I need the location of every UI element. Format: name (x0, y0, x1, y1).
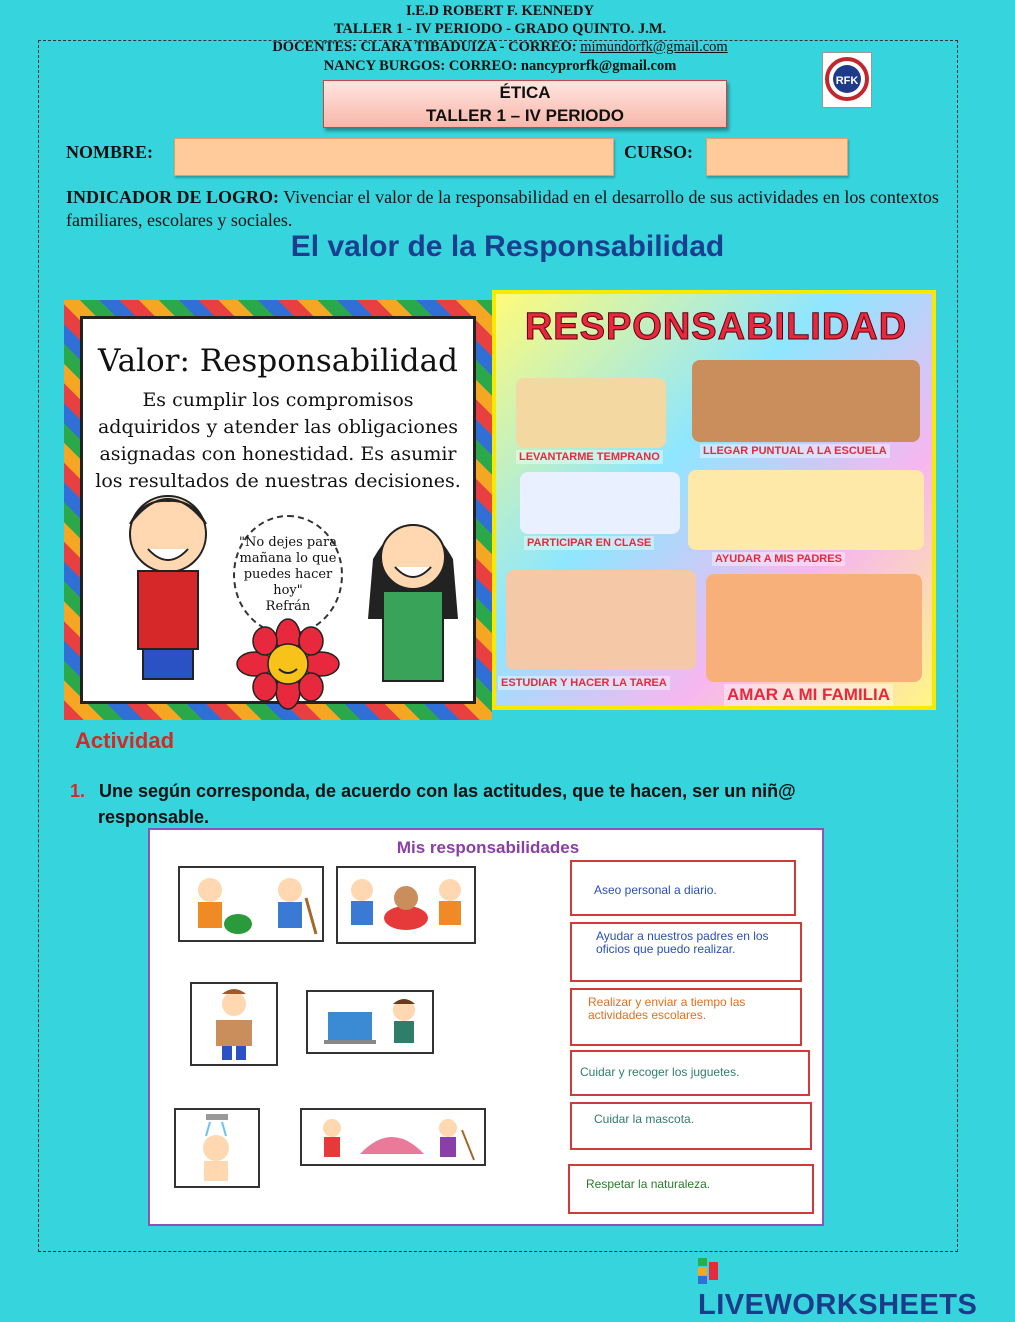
quote-circle (233, 515, 343, 635)
scene-class (520, 472, 680, 534)
poster-left-body: Es cumplir los compromisos adquiridos y atender las obligaciones asignadas con honestidad. Es asumir los resultados de nuestras decisiones. (95, 389, 461, 492)
question-1 (70, 778, 890, 830)
caption-llegar-puntual: LLEGAR PUNTUAL A LA ESCUELA (700, 444, 890, 458)
scene-wake-up (516, 378, 666, 448)
quote-source: Refrán (265, 599, 311, 614)
scene-help-parents (688, 470, 924, 550)
subject-name: ÉTICA (499, 83, 551, 102)
school-logo (822, 52, 872, 108)
matching-board (148, 828, 824, 1226)
board-title: Mis responsabilidades (396, 838, 580, 857)
subject-taller: TALLER 1 – IV PERIODO (425, 106, 625, 125)
docentes-prefix: DOCENTES: CLARA TIBADUIZA - CORREO: (272, 39, 577, 55)
option-cuidar-mascota[interactable]: Cuidar la mascota. (570, 1102, 812, 1150)
pic-homework[interactable] (306, 990, 434, 1054)
pic-shower[interactable] (174, 1108, 260, 1188)
question-text-line2: responsable. (98, 807, 210, 827)
option-actividades-escolares[interactable]: Realizar y enviar a tiempo las actividades escolares. (570, 988, 802, 1046)
caption-participar: PARTICIPAR EN CLASE (524, 536, 654, 550)
pic-pet[interactable] (336, 866, 476, 944)
docente2-line: NANCY BURGOS: CORREO: nancyprorfk@gmail.com (323, 58, 677, 74)
question-text-line1: Une según corresponda, de acuerdo con las actitudes, que te hacen, ser un niñ@ (99, 781, 796, 801)
poster-responsabilidad (492, 290, 936, 710)
actividad-heading: Actividad (75, 728, 175, 753)
scene-school (692, 360, 920, 442)
caption-ayudar: AYUDAR A MIS PADRES (712, 552, 845, 566)
curso-input[interactable] (706, 138, 848, 176)
boy-illustration (113, 479, 223, 689)
option-cuidar-juguetes[interactable]: Cuidar y recoger los juguetes. (570, 1050, 810, 1096)
pic-toys[interactable] (190, 982, 278, 1066)
girl-illustration (363, 499, 463, 689)
flower-illustration (233, 619, 343, 709)
option-ayudar-padres[interactable]: Ayudar a nuestros padres en los oficios que puedo realizar. (570, 922, 802, 982)
docente1-email-link[interactable]: mimundorfk@gmail.com (580, 39, 728, 55)
liveworksheets-brand (698, 1256, 1000, 1322)
question-number: 1. (70, 781, 86, 801)
liveworksheets-logo-icon (698, 1258, 718, 1284)
indicador-de-logro (66, 186, 946, 232)
subject-banner (323, 80, 727, 128)
indicador-text: Vivenciar el valor de la responsabilidad en el desarrollo de sus actividades en los contextos familiares, escolares y sociales. (66, 187, 939, 230)
curso-label: CURSO: (624, 142, 694, 162)
school-name: I.E.D ROBERT F. KENNEDY (405, 3, 595, 19)
logo-text: RFK (835, 75, 859, 87)
scene-family (706, 574, 922, 682)
caption-levantarme: LEVANTARME TEMPRANO (516, 450, 663, 464)
option-aseo-personal[interactable]: Aseo personal a diario. (570, 860, 796, 916)
caption-amar: AMAR A MI FAMILIA (724, 684, 893, 706)
taller-line: TALLER 1 - IV PERIODO - GRADO QUINTO. J.M. (333, 21, 667, 37)
option-respetar-naturaleza[interactable]: Respetar la naturaleza. (568, 1164, 814, 1214)
pic-nature[interactable] (178, 866, 324, 942)
nombre-label: NOMBRE: (66, 142, 153, 162)
poster-valor-responsabilidad (64, 300, 492, 720)
brand-text: LIVEWORKSHEETS (698, 1289, 978, 1321)
pic-chores[interactable] (300, 1108, 486, 1166)
poster-left-title: Valor: Responsabilidad (98, 343, 458, 379)
caption-estudiar: ESTUDIAR Y HACER LA TAREA (498, 676, 670, 690)
poster-right-title: RESPONSABILIDAD (524, 306, 908, 348)
main-title: El valor de la Responsabilidad (290, 230, 725, 263)
scene-homework (506, 570, 696, 670)
quote-text: "No dejes para mañana lo que puedes hacer hoy" (239, 535, 337, 598)
indicador-label: INDICADOR DE LOGRO: (66, 187, 280, 207)
nombre-input[interactable] (174, 138, 614, 176)
